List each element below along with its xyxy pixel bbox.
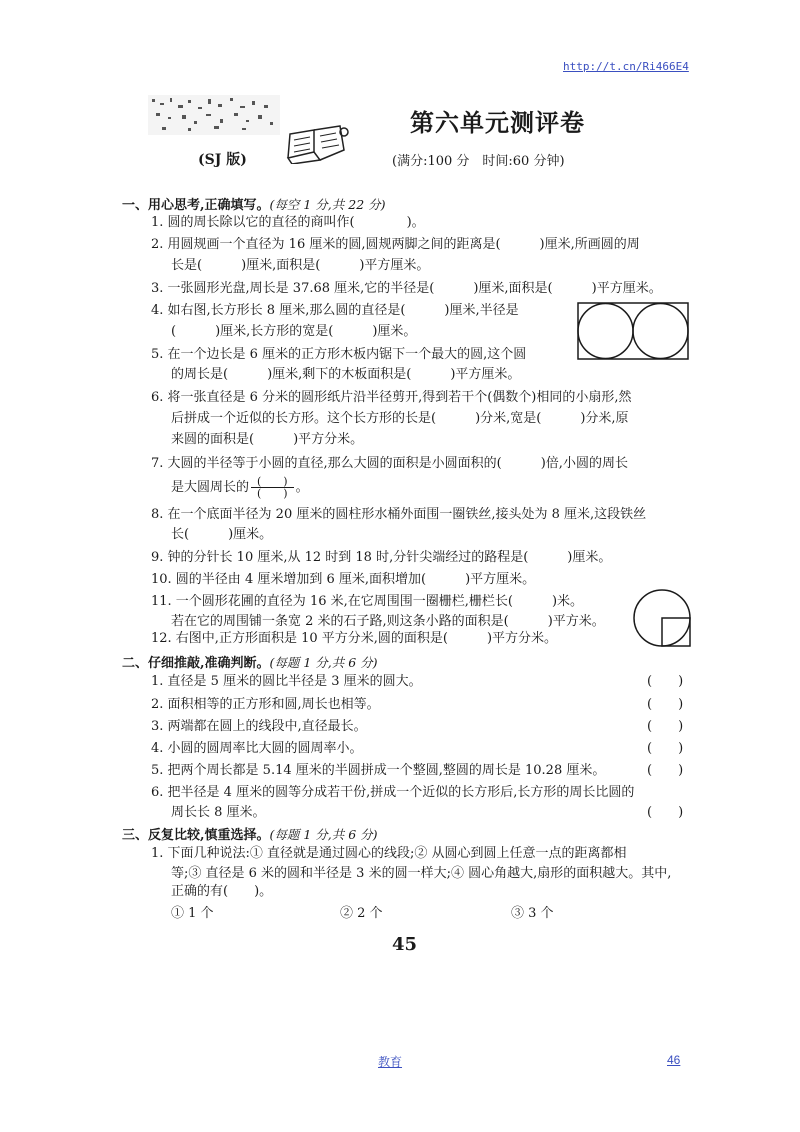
option-c[interactable]: ③ 3 个 [511, 906, 554, 921]
section-3-heading [122, 824, 378, 843]
judgment-line: 周长长 8 厘米。 [171, 805, 266, 820]
question-tail: 。 [295, 480, 309, 495]
judgment-line: 5. 把两个周长都是 5.14 厘米的半圆拼成一个整圆,整圆的周长是 10.28 厘米。 [151, 763, 606, 778]
choice-question-line: 正确的有( )。 [171, 884, 273, 899]
question-line: 7. 大圆的半径等于小圆的直径,那么大圆的面积是小圆面积的( )倍,小圆的周长 [151, 456, 628, 471]
footer-link-education[interactable]: 教育 [378, 1055, 403, 1069]
question-line: 的周长是( )厘米,剩下的木板面积是( )平方厘米。 [171, 367, 521, 382]
section-1-note: (每空 1 分,共 22 分) [269, 197, 386, 212]
section-1-title: 一、用心思考,正确填写。 [122, 198, 270, 213]
fraction-denominator: ( ) [257, 487, 288, 500]
answer-paren[interactable]: () [647, 697, 710, 712]
question-line: 后拼成一个近似的长方形。这个长方形的长是( )分米,宽是( )分米,原 [171, 411, 629, 426]
question-line-with-fraction [171, 476, 309, 499]
option-b[interactable]: ② 2 个 [340, 906, 383, 921]
judgment-line: 6. 把半径是 4 厘米的圆等分成若干份,拼成一个近似的长方形后,长方形的周长比圆的 [151, 785, 635, 800]
judgment-line: 3. 两端都在圆上的线段中,直径最长。 [151, 719, 367, 734]
question-line: 4. 如右图,长方形长 8 厘米,那么圆的直径是( )厘米,半径是 [151, 303, 519, 318]
question-text: 是大圆周长的 [171, 480, 250, 495]
section-2-note: (每题 1 分,共 6 分) [269, 655, 378, 670]
question-line: 10. 圆的半径由 4 厘米增加到 6 厘米,面积增加( )平方厘米。 [151, 572, 536, 587]
choice-question-line: 等;③ 直径是 6 米的圆和半径是 3 米的圆一样大;④ 圆心角越大,扇形的面积越大。其中, [171, 866, 672, 881]
answer-paren[interactable]: () [647, 805, 710, 820]
section-2-title: 二、仔细推敲,准确判断。 [122, 656, 270, 671]
open-book-icon [284, 122, 354, 164]
option-a[interactable]: ① 1 个 [171, 906, 214, 921]
section-3-note: (每题 1 分,共 6 分) [269, 827, 378, 842]
answer-paren[interactable]: () [647, 719, 710, 734]
fraction-numerator: ( ) [251, 476, 294, 488]
page-title: 第六单元测评卷 [410, 108, 585, 137]
footer-link-page[interactable]: 46 [667, 1053, 681, 1067]
question-line: 9. 钟的分针长 10 厘米,从 12 时到 18 时,分针尖端经过的路程是( )厘米。 [151, 550, 612, 565]
circle-with-square-figure [632, 588, 692, 648]
section-2-heading [122, 652, 378, 671]
question-line: 2. 用圆规画一个直径为 16 厘米的圆,圆规两脚之间的距离是( )厘米,所画圆的周 [151, 237, 640, 252]
blank-fraction [251, 476, 294, 499]
question-line: 5. 在一个边长是 6 厘米的正方形木板内锯下一个最大的圆,这个圆 [151, 347, 527, 362]
edition-label: (SJ 版) [198, 152, 247, 168]
two-circles-in-rectangle-figure [577, 298, 689, 362]
section-1-heading [122, 194, 386, 213]
question-line: 长是( )厘米,面积是( )平方厘米。 [171, 258, 430, 273]
judgment-line: 4. 小圆的圆周率比大圆的圆周率小。 [151, 741, 363, 756]
question-line: 11. 一个圆形花圃的直径为 16 米,在它周围围一圈栅栏,栅栏长( )米。 [151, 594, 584, 609]
header-decoration [148, 95, 280, 135]
question-line: 3. 一张圆形光盘,周长是 37.68 厘米,它的半径是( )厘米,面积是( )平方厘米。 [151, 281, 662, 296]
page-subtitle: (满分:100 分 时间:60 分钟) [392, 154, 565, 169]
answer-paren[interactable]: () [647, 674, 710, 689]
question-line: 1. 圆的周长除以它的直径的商叫作( )。 [151, 215, 425, 230]
choice-question-line: 1. 下面几种说法:① 直径就是通过圆心的线段;② 从圆心到圆上任意一点的距离都相 [151, 846, 627, 861]
question-line: 6. 将一张直径是 6 分米的圆形纸片沿半径剪开,得到若干个(偶数个)相同的小扇形,然 [151, 390, 632, 405]
answer-paren[interactable]: () [647, 763, 710, 778]
question-line: 8. 在一个底面半径为 20 厘米的圆柱形水桶外面围一圈铁丝,接头处为 8 厘米,这段铁丝 [151, 507, 647, 522]
question-line: 来圆的面积是( )平方分米。 [171, 432, 364, 447]
question-line: 12. 右图中,正方形面积是 10 平方分米,圆的面积是( )平方分米。 [151, 631, 558, 646]
answer-paren[interactable]: () [647, 741, 710, 756]
page-number: 45 [392, 934, 418, 955]
judgment-line: 1. 直径是 5 厘米的圆比半径是 3 厘米的圆大。 [151, 674, 422, 689]
judgment-line: 2. 面积相等的正方形和圆,周长也相等。 [151, 697, 380, 712]
question-line: 若在它的周围铺一条宽 2 米的石子路,则这条小路的面积是( )平方米。 [171, 614, 605, 629]
question-line: 长( )厘米。 [171, 527, 273, 542]
section-3-title: 三、反复比较,慎重选择。 [122, 828, 270, 843]
question-line: ( )厘米,长方形的宽是( )厘米。 [171, 324, 417, 339]
source-url-link[interactable]: http://t.cn/Ri466E4 [563, 60, 689, 73]
